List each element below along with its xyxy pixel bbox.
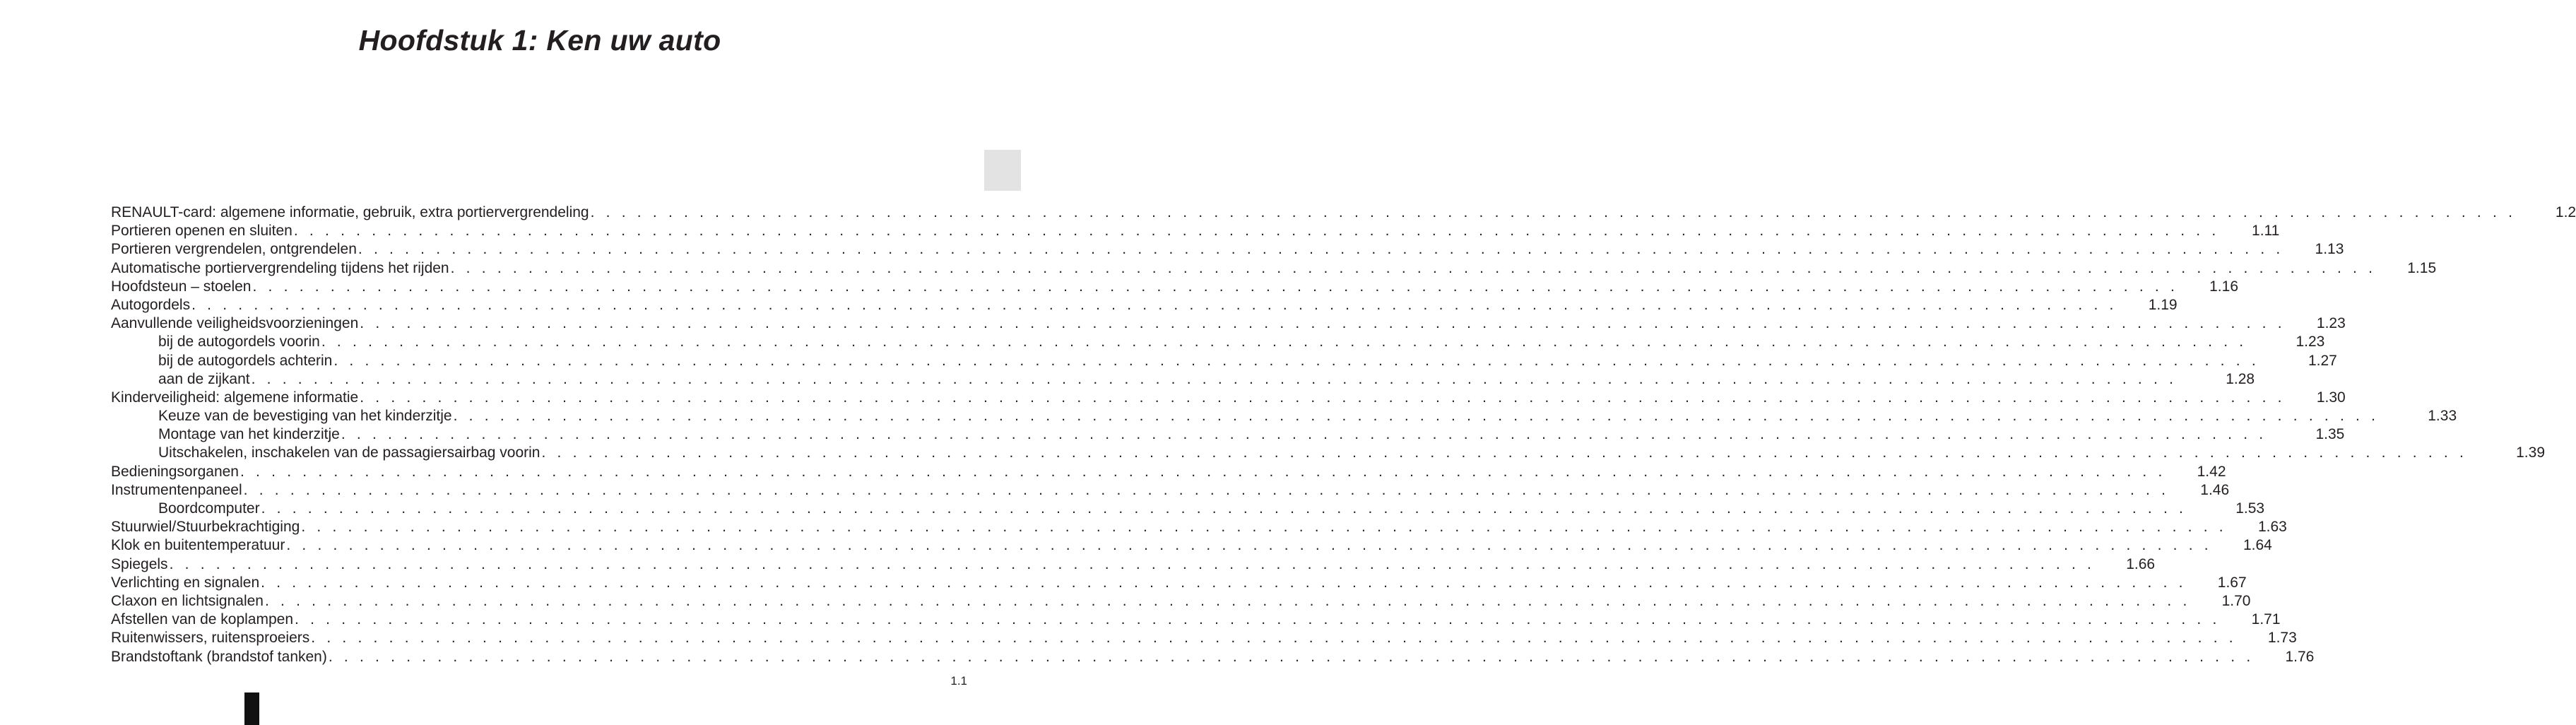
toc-entry-label: Bedieningsorganen xyxy=(111,463,239,480)
toc-entry-page: 1.42 xyxy=(2197,463,2226,480)
toc-entry[interactable] xyxy=(111,296,2178,314)
toc-entry-page: 1.13 xyxy=(2315,241,2344,258)
toc-entry-page: 1.16 xyxy=(2209,278,2238,295)
toc-entry[interactable] xyxy=(111,278,2238,296)
toc-entry[interactable] xyxy=(111,611,2281,629)
toc-leader-dots: . . . . . . . . . . . . . . . . . . . . . . . . . . . . . . . . . . . . . . . . . . . . . . . . . . . . . . . . . . . . . . . . . . . . . . . . . . . . . . . . . . . . . . . . . . . . . . . . . . . . . . . . . . . . . . . . . . . . . . . . . . . . xyxy=(286,537,2212,554)
toc-leader-dots: . . . . . . . . . . . . . . . . . . . . . . . . . . . . . . . . . . . . . . . . . . . . . . . . . . . . . . . . . . . . . . . . . . . . . . . . . . . . . . . . . . . . . . . . . . . . . . . . . . . . . . . . . . . . . . . . . . . . . . . . . . . . xyxy=(293,223,2220,240)
toc-entry-page: 1.53 xyxy=(2235,500,2265,517)
toc-entry-label: Brandstoftank (brandstof tanken) xyxy=(111,648,327,665)
toc-entry[interactable] xyxy=(111,463,2226,481)
toc-leader-dots: . . . . . . . . . . . . . . . . . . . . . . . . . . . . . . . . . . . . . . . . . . . . . . . . . . . . . . . . . . . . . . . . . . . . . . . . . . . . . . . . . . . . . . . . . . . . . . . . . . . . . . . . . . . . . . . . . . . . . . . . . . . . xyxy=(252,278,2178,295)
toc-entry-page: 1.23 xyxy=(2296,334,2325,350)
toc-entry-page: 1.30 xyxy=(2316,389,2346,406)
toc-entry-page: 1.66 xyxy=(2126,555,2156,572)
toc-entry-label: Ruitenwissers, ruitensproeiers xyxy=(111,630,310,647)
toc-leader-dots: . . . . . . . . . . . . . . . . . . . . . . . . . . . . . . . . . . . . . . . . . . . . . . . . . . . . . . . . . . . . . . . . . . . . . . . . . . . . . . . . . . . . . . . . . . . . . . . . . . . . . . . . . . . . . . . . . . . . . . . . . . . . xyxy=(261,500,2187,517)
toc-entry[interactable] xyxy=(111,536,2272,555)
toc-entry-label: Stuurwiel/Stuurbekrachtiging xyxy=(111,519,300,536)
toc-entry-page: 1.35 xyxy=(2315,426,2345,443)
toc-leader-dots: . . . . . . . . . . . . . . . . . . . . . . . . . . . . . . . . . . . . . . . . . . . . . . . . . . . . . . . . . . . . . . . . . . . . . . . . . . . . . . . . . . . . . . . . . . . . . . . . . . . . . . . . . . . . . . . . . . . . . . . . . . . . xyxy=(264,592,2191,609)
toc-entry-label: Instrumentenpaneel xyxy=(111,481,242,498)
page-title: Hoofdstuk 1: Ken uw auto xyxy=(358,24,721,57)
toc-entry-label: bij de autogordels voorin xyxy=(158,334,320,350)
toc-entry-label: Boordcomputer xyxy=(158,500,260,517)
toc-entry-page: 1.70 xyxy=(2221,592,2251,609)
toc-entry[interactable] xyxy=(111,574,2247,592)
toc-leader-dots: . . . . . . . . . . . . . . . . . . . . . . . . . . . . . . . . . . . . . . . . . . . . . . . . . . . . . . . . . . . . . . . . . . . . . . . . . . . . . . . . . . . . . . . . . . . . . . . . . . . . . . . . . . . . . . . . . . . . . . . . . . . . xyxy=(261,574,2187,591)
toc-entry-label: Afstellen van de koplampen xyxy=(111,611,293,628)
toc-entry[interactable] xyxy=(111,204,2576,222)
toc-subentry[interactable] xyxy=(111,333,2325,351)
toc-entry-label: Keuze van de bevestiging van het kinderzitje xyxy=(158,408,452,425)
toc-leader-dots: . . . . . . . . . . . . . . . . . . . . . . . . . . . . . . . . . . . . . . . . . . . . . . . . . . . . . . . . . . . . . . . . . . . . . . . . . . . . . . . . . . . . . . . . . . . . . . . . . . . . . . . . . . . . . . . . . . . . . . . . . . . . xyxy=(541,444,2467,461)
toc-entry-label: aan de zijkant xyxy=(158,370,250,387)
toc-entry-page: 1.28 xyxy=(2226,370,2255,387)
toc-entry-label: Kinderveiligheid: algemene informatie xyxy=(111,389,359,406)
toc-entry[interactable] xyxy=(111,555,2156,574)
toc-entry[interactable] xyxy=(111,481,2230,500)
toc-entry[interactable] xyxy=(111,592,2251,611)
toc-entry-page: 1.67 xyxy=(2217,574,2247,591)
toc-entry-page: 1.64 xyxy=(2243,537,2272,554)
toc-entry-label: Verlichting en signalen xyxy=(111,574,260,591)
toc-leader-dots: . . . . . . . . . . . . . . . . . . . . . . . . . . . . . . . . . . . . . . . . . . . . . . . . . . . . . . . . . . . . . . . . . . . . . . . . . . . . . . . . . . . . . . . . . . . . . . . . . . . . . . . . . . . . . . . . . . . . . . . . . . . . xyxy=(243,481,2170,498)
toc-entry-label: Aanvullende veiligheidsvoorzieningen xyxy=(111,315,359,332)
toc-entry[interactable] xyxy=(111,389,2346,407)
toc-entry[interactable] xyxy=(111,314,2346,333)
toc-leader-dots: . . . . . . . . . . . . . . . . . . . . . . . . . . . . . . . . . . . . . . . . . . . . . . . . . . . . . . . . . . . . . . . . . . . . . . . . . . . . . . . . . . . . . . . . . . . . . . . . . . . . . . . . . . . . . . . . . . . . . . . . . . . . xyxy=(251,370,2178,387)
toc-entry-label: Automatische portiervergrendeling tijdens het rijden xyxy=(111,259,449,276)
toc-entry-page: 1.73 xyxy=(2267,630,2297,647)
toc-subentry[interactable] xyxy=(111,500,2265,518)
toc-leader-dots: . . . . . . . . . . . . . . . . . . . . . . . . . . . . . . . . . . . . . . . . . . . . . . . . . . . . . . . . . . . . . . . . . . . . . . . . . . . . . . . . . . . . . . . . . . . . . . . . . . . . . . . . . . . . . . . . . . . . . . . . . . . . xyxy=(321,334,2247,350)
toc-entry-label: Portieren vergrendelen, ontgrendelen xyxy=(111,241,357,258)
toc-entry-label: RENAULT-card: algemene informatie, gebruik, extra portiervergrendeling xyxy=(111,204,589,220)
toc-entry[interactable] xyxy=(111,222,2280,240)
toc-subentry[interactable] xyxy=(111,425,2345,444)
toc-entry-label: Claxon en lichtsignalen xyxy=(111,592,264,609)
toc-leader-dots: . . . . . . . . . . . . . . . . . . . . . . . . . . . . . . . . . . . . . . . . . . . . . . . . . . . . . . . . . . . . . . . . . . . . . . . . . . . . . . . . . . . . . . . . . . . . . . . . . . . . . . . . . . . . . . . . . . . . . . . . . . . . xyxy=(311,630,2237,647)
toc-entry-label: Montage van het kinderzitje xyxy=(158,426,340,443)
toc-entry-page: 1.63 xyxy=(2257,519,2287,536)
toc-subentry[interactable] xyxy=(111,352,2337,370)
toc-entry-page: 1.46 xyxy=(2200,481,2230,498)
table-of-contents xyxy=(111,204,2576,666)
toc-entry-label: Autogordels xyxy=(111,296,191,313)
toc-entry-page: 1.19 xyxy=(2148,296,2178,313)
toc-leader-dots: . . . . . . . . . . . . . . . . . . . . . . . . . . . . . . . . . . . . . . . . . . . . . . . . . . . . . . . . . . . . . . . . . . . . . . . . . . . . . . . . . . . . . . . . . . . . . . . . . . . . . . . . . . . . . . . . . . . . . . . . . . . . xyxy=(328,648,2255,665)
toc-leader-dots: . . . . . . . . . . . . . . . . . . . . . . . . . . . . . . . . . . . . . . . . . . . . . . . . . . . . . . . . . . . . . . . . . . . . . . . . . . . . . . . . . . . . . . . . . . . . . . . . . . . . . . . . . . . . . . . . . . . . . . . . . . . . xyxy=(360,315,2286,332)
toc-entry-label: Portieren openen en sluiten xyxy=(111,223,293,240)
toc-entry-page: 1.33 xyxy=(2428,408,2457,425)
toc-subentry[interactable] xyxy=(111,370,2255,389)
toc-entry[interactable] xyxy=(111,240,2344,259)
toc-leader-dots: . . . . . . . . . . . . . . . . . . . . . . . . . . . . . . . . . . . . . . . . . . . . . . . . . . . . . . . . . . . . . . . . . . . . . . . . . . . . . . . . . . . . . . . . . . . . . . . . . . . . . . . . . . . . . . . . . . . . . . . . . . . . xyxy=(295,611,2221,628)
toc-entry-page: 1.39 xyxy=(2516,444,2545,461)
toc-leader-dots: . . . . . . . . . . . . . . . . . . . . . . . . . . . . . . . . . . . . . . . . . . . . . . . . . . . . . . . . . . . . . . . . . . . . . . . . . . . . . . . . . . . . . . . . . . . . . . . . . . . . . . . . . . . . . . . . . . . . . . . . . . . . xyxy=(590,204,2517,220)
toc-leader-dots: . . . . . . . . . . . . . . . . . . . . . . . . . . . . . . . . . . . . . . . . . . . . . . . . . . . . . . . . . . . . . . . . . . . . . . . . . . . . . . . . . . . . . . . . . . . . . . . . . . . . . . . . . . . . . . . . . . . . . . . . . . . . xyxy=(301,519,2227,536)
toc-entry[interactable] xyxy=(111,629,2297,647)
toc-entry-label: Spiegels xyxy=(111,555,168,572)
toc-leader-dots: . . . . . . . . . . . . . . . . . . . . . . . . . . . . . . . . . . . . . . . . . . . . . . . . . . . . . . . . . . . . . . . . . . . . . . . . . . . . . . . . . . . . . . . . . . . . . . . . . . . . . . . . . . . . . . . . . . . . . . . . . . . . xyxy=(341,426,2267,443)
print-edge-marker xyxy=(244,692,259,725)
toc-entry-page: 1.27 xyxy=(2308,352,2337,369)
toc-entry-page: 1.15 xyxy=(2407,259,2437,276)
toc-leader-dots: . . . . . . . . . . . . . . . . . . . . . . . . . . . . . . . . . . . . . . . . . . . . . . . . . . . . . . . . . . . . . . . . . . . . . . . . . . . . . . . . . . . . . . . . . . . . . . . . . . . . . . . . . . . . . . . . . . . . . . . . . . . . xyxy=(240,463,2166,480)
toc-subentry[interactable] xyxy=(111,407,2457,425)
toc-entry-page: 1.11 xyxy=(2252,223,2280,240)
toc-entry-label: Uitschakelen, inschakelen van de passagiersairbag voorin xyxy=(158,444,540,461)
toc-leader-dots: . . . . . . . . . . . . . . . . . . . . . . . . . . . . . . . . . . . . . . . . . . . . . . . . . . . . . . . . . . . . . . . . . . . . . . . . . . . . . . . . . . . . . . . . . . . . . . . . . . . . . . . . . . . . . . . . . . . . . . . . . . . . xyxy=(450,259,2377,276)
toc-leader-dots: . . . . . . . . . . . . . . . . . . . . . . . . . . . . . . . . . . . . . . . . . . . . . . . . . . . . . . . . . . . . . . . . . . . . . . . . . . . . . . . . . . . . . . . . . . . . . . . . . . . . . . . . . . . . . . . . . . . . . . . . . . . . xyxy=(358,241,2284,258)
toc-entry-label: Klok en buitentemperatuur xyxy=(111,537,285,554)
toc-subentry[interactable] xyxy=(111,444,2545,462)
toc-entry-page: 1.2 xyxy=(2555,204,2576,220)
toc-entry-page: 1.23 xyxy=(2316,315,2346,332)
toc-entry[interactable] xyxy=(111,259,2437,278)
toc-entry-label: Hoofdsteun – stoelen xyxy=(111,278,252,295)
toc-entry[interactable] xyxy=(111,518,2287,536)
toc-entry-label: bij de autogordels achterin xyxy=(158,352,333,369)
toc-entry[interactable] xyxy=(111,648,2315,666)
toc-leader-dots: . . . . . . . . . . . . . . . . . . . . . . . . . . . . . . . . . . . . . . . . . . . . . . . . . . . . . . . . . . . . . . . . . . . . . . . . . . . . . . . . . . . . . . . . . . . . . . . . . . . . . . . . . . . . . . . . . . . . . . . . . . . . xyxy=(191,296,2117,313)
toc-leader-dots: . . . . . . . . . . . . . . . . . . . . . . . . . . . . . . . . . . . . . . . . . . . . . . . . . . . . . . . . . . . . . . . . . . . . . . . . . . . . . . . . . . . . . . . . . . . . . . . . . . . . . . . . . . . . . . . . . . . . . . . . . . . . xyxy=(333,352,2259,369)
toc-entry-page: 1.71 xyxy=(2251,611,2281,628)
toc-leader-dots: . . . . . . . . . . . . . . . . . . . . . . . . . . . . . . . . . . . . . . . . . . . . . . . . . . . . . . . . . . . . . . . . . . . . . . . . . . . . . . . . . . . . . . . . . . . . . . . . . . . . . . . . . . . . . . . . . . . . . . . . . . . . xyxy=(453,408,2380,425)
toc-leader-dots: . . . . . . . . . . . . . . . . . . . . . . . . . . . . . . . . . . . . . . . . . . . . . . . . . . . . . . . . . . . . . . . . . . . . . . . . . . . . . . . . . . . . . . . . . . . . . . . . . . . . . . . . . . . . . . . . . . . . . . . . . . . . xyxy=(169,555,2096,572)
chapter-tab-marker xyxy=(984,150,1021,191)
toc-entry-page: 1.76 xyxy=(2285,648,2315,665)
page-number: 1.1 xyxy=(950,674,967,688)
toc-leader-dots: . . . . . . . . . . . . . . . . . . . . . . . . . . . . . . . . . . . . . . . . . . . . . . . . . . . . . . . . . . . . . . . . . . . . . . . . . . . . . . . . . . . . . . . . . . . . . . . . . . . . . . . . . . . . . . . . . . . . . . . . . . . . xyxy=(360,389,2286,406)
